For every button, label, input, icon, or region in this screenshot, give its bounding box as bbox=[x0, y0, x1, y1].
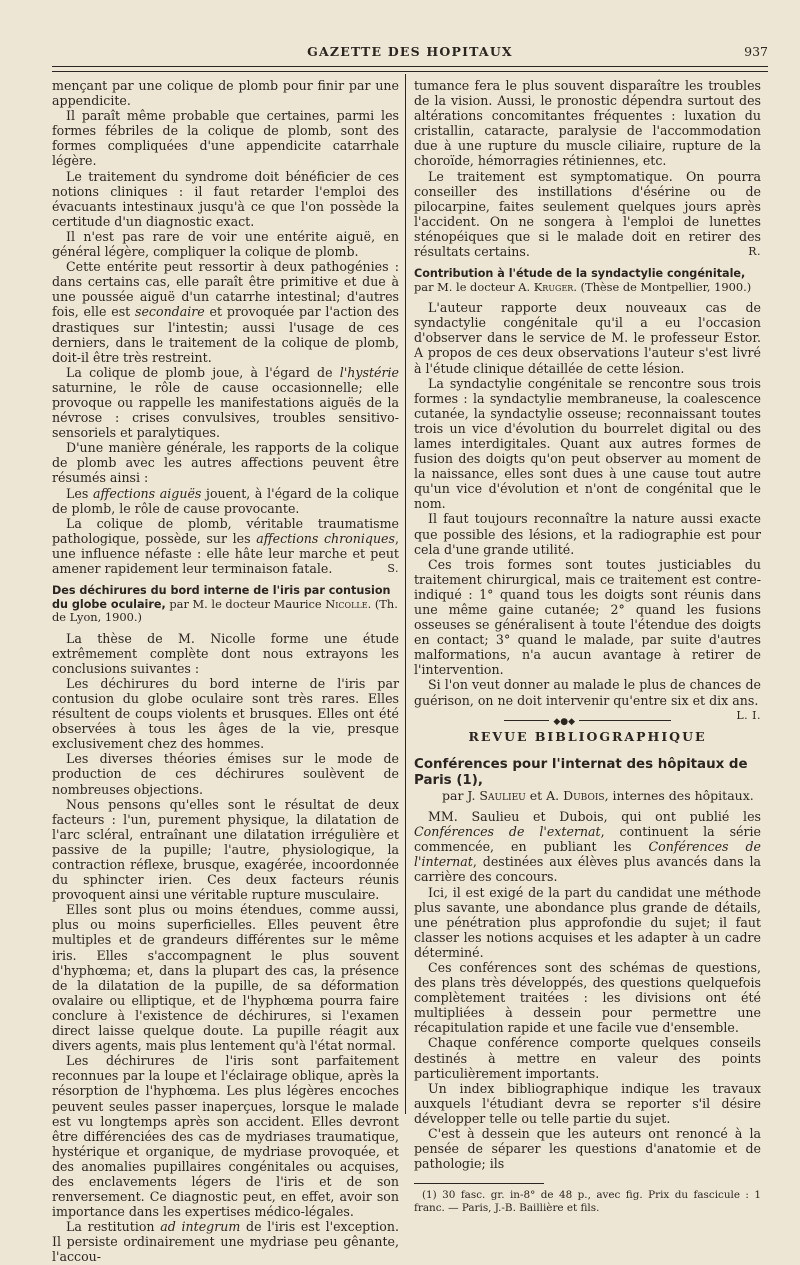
italic-run: secondaire bbox=[135, 304, 205, 320]
paragraph bbox=[52, 516, 399, 576]
author-initial: S. bbox=[387, 562, 399, 575]
text-run: saturnine, le rôle de cause occasionnelle; elle provoque ou rappelle les manifestations aiguës de la névrose : crises convulsives, troubles sensitivo-sensoriels et paralytiques. bbox=[52, 379, 399, 441]
text-run: Le traitement est symptomatique. On pourra conseiller des instillations d'ésérine ou de pilocarpine, faites seulement quelques jours après l'accident. On ne songera à l'emploi de lunettes sténopéiques que si le malade doit en retirer des résultats certains. bbox=[414, 168, 761, 260]
paragraph bbox=[414, 677, 761, 722]
paragraph: Ces conférences sont des schémas de questions, des plans très développés, des questions quelquefois complètement traitées : les divisions ont été multipliées à dessein pour permettre une récapitulation rapide et une facile vue d'ensemble. bbox=[414, 959, 761, 1036]
italic-run: Conférences de l'internat bbox=[414, 839, 762, 870]
italic-run: l'hystérie bbox=[339, 364, 399, 380]
text-run: par M. le docteur A. bbox=[414, 279, 534, 294]
paragraph: Chaque conférence comporte quelques conseils destinés à mettre en valeur des points particulièrement importants. bbox=[414, 1035, 761, 1081]
column-separator bbox=[405, 74, 406, 1114]
article-heading bbox=[52, 584, 399, 625]
text-run: par J. bbox=[442, 787, 480, 803]
author-initial: L. I. bbox=[736, 708, 761, 722]
book-title: Conférences pour l'internat des hôpitaux de Paris (1), bbox=[414, 756, 748, 788]
text-run: , internes des hôpitaux. bbox=[604, 787, 754, 803]
paragraph: Nous pensons qu'elles sont le résultat de deux facteurs : l'un, purement physique, la dilatation de l'arc scléral, entraînant une dilatation irrégulière et passive de la pupille; l'autre, physiologique, la contraction réflexe, brusque, exagérée, incoordonnée du sphincter irien. Ces deux facteurs réunis provoquent ainsi une véritable rupture musculaire. bbox=[52, 796, 399, 903]
journal-title: GAZETTE DES HOPITAUX bbox=[307, 44, 513, 59]
paragraph: D'une manière générale, les rapports de la colique de plomb avec les autres affections peuvent être résumés ainsi : bbox=[52, 440, 399, 486]
text-run: Les bbox=[66, 485, 93, 501]
text-run: , une influence néfaste : elle hâte leur marche et peut amener rapidement leur terminaison fatale. bbox=[52, 530, 399, 576]
paragraph: L'auteur rapporte deux nouveaux cas de syndactylie congénitale qu'il a eu l'occasion d'observer dans le service de M. le professeur Estor. A propos de ces deux observations l'auteur s'est livré à l'étude clinique détaillée de cette lésion. bbox=[414, 300, 761, 376]
review-heading bbox=[414, 756, 761, 803]
paragraph: Elles sont plus ou moins étendues, comme aussi, plus ou moins superficielles. Elles peuvent être multiples et de grandeurs différentes sur le même iris. Elles s'accompagnent le plus souvent d'hyphœma; et, dans la plupart des cas, la présence de la dilatation de la pupille, de sa déformation ovalaire ou elliptique, et de l'hyphœma pourra faire conclure à l'existence de déchirures, si l'examen direct laisse quelque doute. La pupille réagit aux divers agents, mais plus lentement qu'à l'état normal. bbox=[52, 902, 399, 1054]
page-number: 937 bbox=[744, 44, 768, 59]
author-name: Nicolle bbox=[325, 596, 368, 611]
text-run: et provoquée par l'action des drastiques sur l'intestin; aussi l'usage de ces derniers, dans le traitement de la colique de plomb, doit-il être très restreint. bbox=[52, 304, 399, 365]
text-run: et A. bbox=[525, 787, 564, 803]
paragraph: Il paraît même probable que certaines, parmi les formes fébriles de la colique de plomb, sont des formes compliquées d'une appendicite catarrhale légère. bbox=[52, 108, 399, 169]
text-run: Cette entérite peut ressortir à deux pathogénies : dans certains cas, elle paraît être primitive et due à une poussée aiguë d'un catarrhe intestinal; d'autres fois, elle est bbox=[52, 259, 399, 320]
text-run: de l'iris est l'exception. Il persiste ordinairement une mydriase peu gênante, l'accou- bbox=[52, 1219, 400, 1265]
ornament-glyph: ◆●◆ bbox=[549, 717, 579, 727]
paragraph: Il n'est pas rare de voir une entérite aiguë, en général légère, compliquer la colique de plomb. bbox=[52, 228, 399, 260]
paragraph: Les déchirures de l'iris sont parfaitement reconnues par la loupe et l'éclairage oblique, après la résorption de l'hyphœma. Les plus légères encoches peuvent seules passer inaperçues, lorsque le malade est vu longtemps après son accident. Elles devront être différenciées des cas de mydriases traumatique, hystérique et organique, de mydriase provoquée, et des anomalies pupillaires congénitales ou acquises, des enclavements légers de l'iris et de son renversement. Ce diagnostic peut, en effet, avoir son importance dans les expertises médico-légales. bbox=[52, 1053, 399, 1220]
italic-run: affections aiguës bbox=[92, 485, 202, 501]
italic-run: affections chroniques bbox=[256, 530, 395, 546]
paragraph: Le traitement du syndrome doit bénéficier de ces notions cliniques : il faut retarder l'emploi des évacuants intestinaux jusqu'à ce que l'on possède la certitude d'un diagnostic exact. bbox=[52, 168, 399, 229]
article-title: Contribution à l'étude de la syndactylie congénitale, bbox=[414, 267, 746, 281]
text-run: jouent, à l'égard de la colique de plomb, le rôle de cause provocante. bbox=[52, 485, 400, 516]
text-run: , continuent la série commencée, en publiant les bbox=[414, 824, 761, 855]
paragraph: Ces trois formes sont toutes justiciables du traitement chirurgical, mais ce traitement est contre-indiqué : 1° quand tous les doigts sont réunis dans une même gaine cutanée; 2° quand les fusions osseuses se généralisent à toute l'étendue des doigts en contact; 3° quand le malade, par suite d'autres malformations, n'a aucun avantage à retirer de l'intervention. bbox=[414, 556, 761, 678]
paragraph bbox=[52, 1219, 399, 1264]
right-column bbox=[414, 78, 761, 1215]
text-run: MM. Saulieu et Dubois, qui ont publié les bbox=[428, 809, 761, 825]
paragraph: Les diverses théories émises sur le mode de production de ces déchirures soulèvent de nombreuses objections. bbox=[52, 751, 399, 797]
footnote-rule bbox=[414, 1183, 544, 1184]
paragraph: Les déchirures du bord interne de l'iris par contusion du globe oculaire sont très rares. Elles résultent de coups violents et brusques. Elles ont été observées à tous les âges de la vie, presque exclusivement chez des hommes. bbox=[52, 675, 399, 752]
book-authors bbox=[414, 788, 761, 803]
author-name: Kruger bbox=[533, 279, 574, 294]
paragraph bbox=[414, 809, 761, 884]
paragraph bbox=[52, 365, 399, 440]
paragraph: mençant par une colique de plomb pour finir par une appendicite. bbox=[52, 78, 399, 109]
article-title: Des déchirures du bord interne de l'iris par contusion du globe oculaire, bbox=[52, 584, 391, 611]
author-name: Dubois bbox=[563, 787, 605, 803]
paragraph bbox=[414, 169, 761, 260]
paragraph bbox=[52, 259, 399, 365]
italic-run: ad integrum bbox=[160, 1219, 241, 1235]
paragraph: La thèse de M. Nicolle forme une étude extrêmement complète dont nous extrayons les conclusions suivantes : bbox=[52, 630, 399, 676]
text-run: . (Th. de Lyon, 1900.) bbox=[52, 596, 398, 625]
text-run: La restitution bbox=[66, 1219, 161, 1235]
paragraph: La syndactylie congénitale se rencontre sous trois formes : la syndactylie membraneuse, la coalescence cutanée, la syndactylie osseuse; reconnaissant toutes trois un vice d'évolution du bourrelet digital ou des lames interdigitales. Quant aux autres formes de fusion des doigts qu'on peut observer au moment de la naissance, elles sont dues à une cause tout autre qu'un vice d'évolution et n'ont de congénital que le nom. bbox=[414, 375, 761, 512]
text-run: Si l'on veut donner au malade le plus de chances de guérison, on ne doit intervenir qu'entre six et dix ans. bbox=[414, 677, 761, 708]
article-heading bbox=[414, 267, 761, 294]
text-run: . (Thèse de Montpellier, 1900.) bbox=[573, 279, 752, 294]
author-initial: R. bbox=[748, 245, 761, 259]
running-head bbox=[52, 44, 768, 64]
text-run: La colique de plomb joue, à l'égard de bbox=[66, 364, 340, 380]
section-ornament bbox=[414, 715, 761, 725]
text-run: par M. le docteur Maurice bbox=[165, 596, 326, 611]
paragraph: Il faut toujours reconnaître la nature aussi exacte que possible des lésions, et la radiographie est pour cela d'une grande utilité. bbox=[414, 511, 761, 557]
author-name: Saulieu bbox=[479, 787, 526, 803]
text-run: La colique de plomb, véritable traumatisme pathologique, possède, sur les bbox=[52, 515, 399, 546]
paragraph bbox=[52, 486, 399, 516]
rubric-heading: REVUE BIBLIOGRAPHIQUE bbox=[468, 728, 707, 744]
italic-run: Conférences de l'externat bbox=[414, 824, 601, 840]
header-rule bbox=[52, 66, 768, 72]
paragraph: Un index bibliographique indique les travaux auxquels l'étudiant devra se reporter s'il désire développer telle ou telle partie du sujet. bbox=[414, 1080, 761, 1126]
paragraph: Ici, il est exigé de la part du candidat une méthode plus savante, une abondance plus grande de détails, une pénétration plus approfondie du sujet; il faut classer les notions acquises et les adapter à un cadre déterminé. bbox=[414, 884, 761, 960]
text-run: , destinées aux élèves plus avancés dans la carrière des concours. bbox=[414, 854, 761, 885]
footnote: (1) 30 fasc. gr. in-8° de 48 p., avec fig. Prix du fascicule : 1 franc. — Paris, J.-B. Baillière et fils. bbox=[414, 1189, 761, 1215]
left-column bbox=[52, 78, 399, 1265]
paragraph: C'est à dessein que les auteurs ont renoncé à la pensée de séparer les questions d'anatomie et de pathologie; ils bbox=[414, 1126, 761, 1172]
paragraph: tumance fera le plus souvent disparaître les troubles de la vision. Aussi, le pronostic dépendra surtout des altérations concomitantes fréquentes : luxation du cristallin, cataracte, paralysie de l'accommodation due à une rupture du muscle ciliaire, rupture de la choroïde, hémorragies rétiniennes, etc. bbox=[414, 78, 761, 169]
